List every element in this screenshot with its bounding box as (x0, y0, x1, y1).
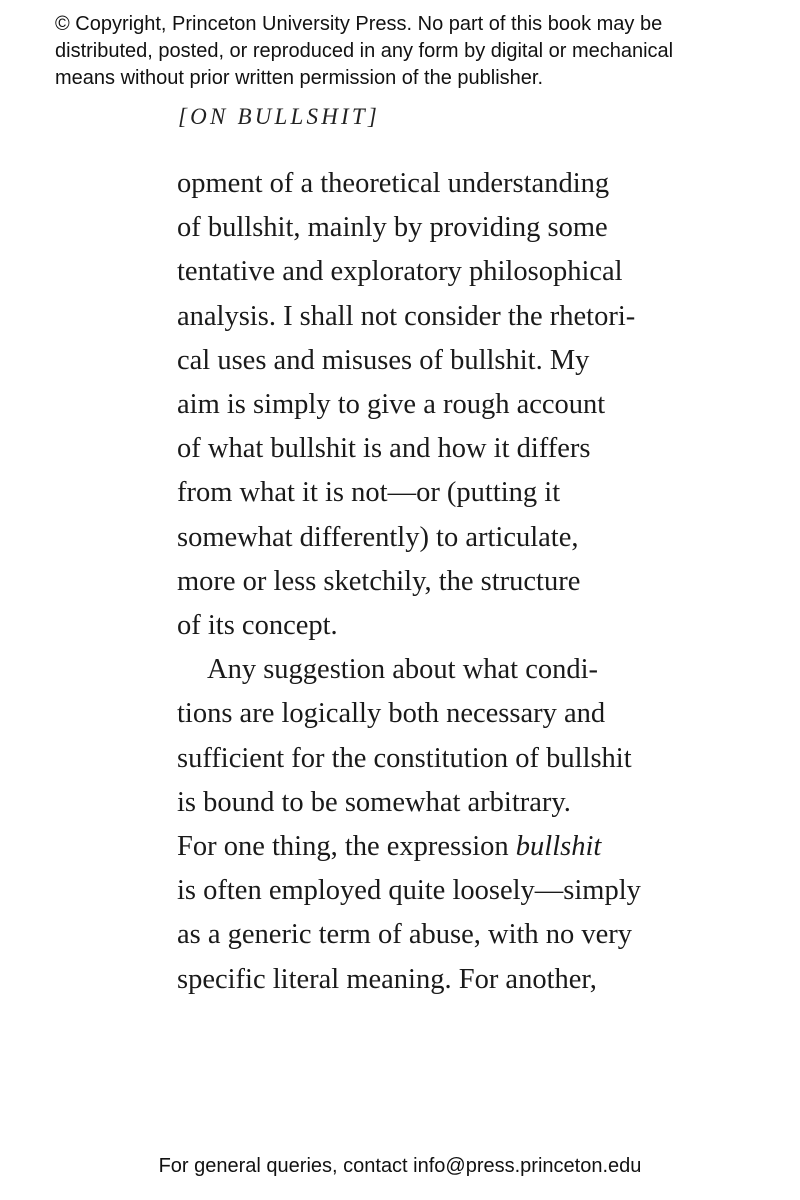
text-line: sufficient for the constitution of bullshit (177, 742, 632, 774)
text-line: opment of a theoretical understanding (177, 168, 610, 199)
body-text (177, 162, 737, 1002)
text-line: specific literal meaning. For another, (177, 963, 597, 995)
text-line: is bound to be somewhat arbitrary. (177, 786, 571, 818)
text-line: is often employed quite loosely—simply (177, 875, 641, 907)
text-line: from what it is not—or (putting it (177, 477, 561, 509)
paragraph-first-line: Any suggestion about what condi- (207, 654, 599, 686)
running-head: [ON BULLSHIT] (178, 104, 381, 129)
text-line-with-italic (177, 825, 737, 869)
text-line: more or less sketchily, the structure (177, 565, 581, 597)
copyright-line: means without prior written permission of the publisher. (55, 67, 544, 89)
text-line: analysis. I shall not consider the rhetori- (177, 300, 636, 332)
italic-term: bullshit (515, 831, 602, 863)
text-line: tions are logically both necessary and (177, 698, 606, 730)
copyright-notice (55, 11, 775, 92)
text-line: aim is simply to give a rough account (177, 389, 606, 421)
copyright-line: distributed, posted, or reproduced in any form by digital or mechanical (55, 40, 674, 62)
copyright-line: © Copyright, Princeton University Press. No part of this book may be (55, 13, 663, 35)
text-line: cal uses and misuses of bullshit. My (177, 344, 590, 376)
text-line: of what bullshit is and how it differs (177, 433, 591, 465)
text-fragment: For one thing, the expression (177, 831, 516, 863)
footer-contact: For general queries, contact info@press.princeton.edu (158, 1155, 642, 1177)
text-line: as a generic term of abuse, with no very (177, 919, 633, 951)
text-line: of bullshit, mainly by providing some (177, 212, 608, 244)
text-line: somewhat differently) to articulate, (177, 521, 579, 553)
text-line: of its concept. (177, 610, 338, 642)
text-line: tentative and exploratory philosophical (177, 256, 623, 288)
